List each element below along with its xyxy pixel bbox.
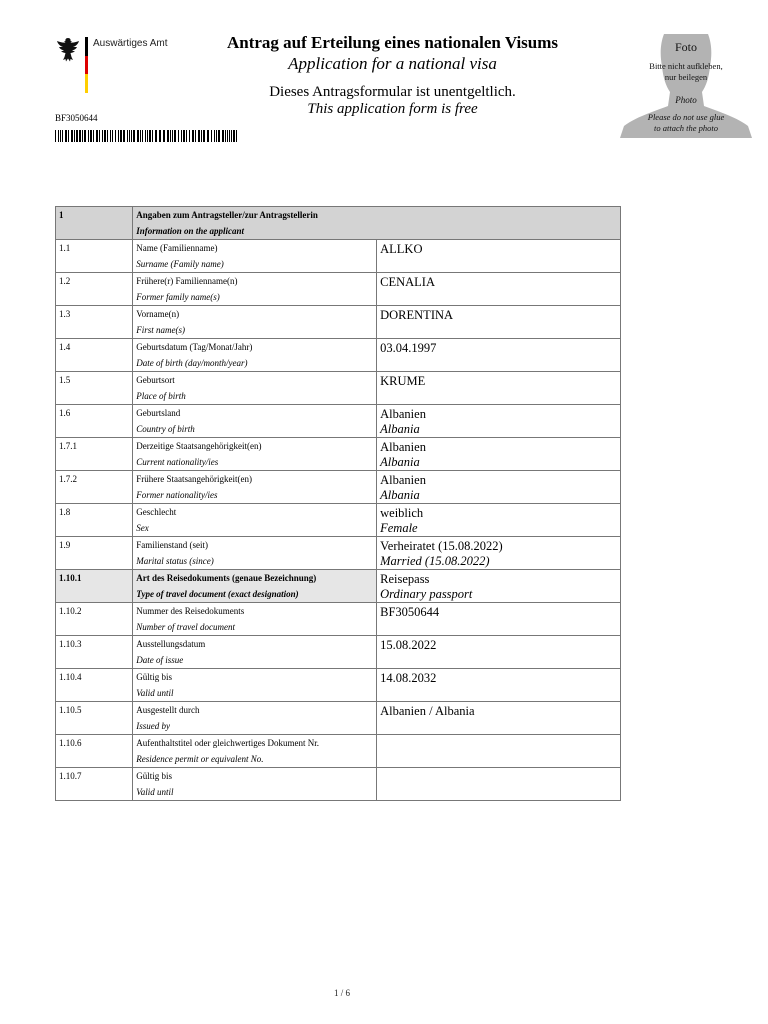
section-title-en: Information on the applicant: [136, 226, 245, 236]
field-label-de: Aufenthaltstitel oder gleichwertiges Dokument Nr.: [136, 738, 319, 748]
barcode-bar: [147, 130, 148, 142]
field-value-de: KRUME: [380, 374, 426, 388]
flag-stripe-black: [85, 37, 88, 56]
barcode-bar: [115, 130, 116, 142]
field-number: 1.2: [56, 273, 133, 306]
federal-eagle-icon: [55, 36, 81, 64]
field-value-de: Albanien: [380, 407, 426, 421]
form-row: [56, 636, 621, 669]
field-number: 1.9: [56, 537, 133, 570]
field-value[interactable]: [377, 735, 621, 768]
barcode-bar: [229, 130, 230, 142]
field-value[interactable]: [377, 702, 621, 735]
field-value-de: 03.04.1997: [380, 341, 437, 355]
field-label: [133, 405, 377, 438]
barcode-bar: [195, 130, 196, 142]
photo-note-de-line-2: nur beilegen: [664, 72, 708, 82]
form-row: [56, 339, 621, 372]
field-label-de: Gültig bis: [136, 771, 173, 781]
field-label: [133, 735, 377, 768]
barcode-bar: [231, 130, 232, 142]
barcode-bar: [159, 130, 161, 142]
form-row: [56, 240, 621, 273]
photo-note-de: [620, 61, 752, 83]
field-value[interactable]: [377, 405, 621, 438]
barcode-bar: [129, 130, 130, 142]
barcode-bar: [181, 130, 182, 142]
field-value[interactable]: [377, 306, 621, 339]
barcode-bar: [227, 130, 228, 142]
field-label-de: Geburtsort: [136, 375, 175, 385]
photo-label-en: Photo: [675, 95, 697, 105]
photo-note-de-line-1: Bitte nicht aufkleben,: [649, 61, 723, 71]
field-label-de: Vorname(n): [136, 309, 180, 319]
field-label-en: Date of issue: [136, 655, 184, 665]
field-value-en: Ordinary passport: [380, 587, 473, 601]
barcode-bar: [236, 130, 237, 142]
field-label-de: Nummer des Reisedokuments: [136, 606, 245, 616]
barcode-bar: [68, 130, 69, 142]
field-label: [133, 306, 377, 339]
barcode-bar: [186, 130, 187, 142]
field-label-en: Residence permit or equivalent No.: [136, 754, 264, 764]
field-label-en: Former family name(s): [136, 292, 220, 302]
barcode-bar: [102, 130, 103, 142]
field-label: [133, 570, 377, 603]
field-label: [133, 339, 377, 372]
field-number: 1.10.7: [56, 768, 133, 801]
barcode-bar: [62, 130, 63, 142]
field-label: [133, 471, 377, 504]
barcode-bar: [131, 130, 132, 142]
page-number: 1 / 6: [333, 988, 350, 998]
field-label-de: Frühere(r) Familienname(n): [136, 276, 238, 286]
barcode-bar: [145, 130, 146, 142]
barcode-bar: [58, 130, 59, 142]
barcode-bar: [218, 130, 220, 142]
photo-note-en: [620, 112, 752, 134]
field-value-de: DORENTINA: [380, 308, 454, 322]
barcode-bar: [96, 130, 98, 142]
flag-stripe-gold: [85, 74, 88, 93]
field-number: 1.10.5: [56, 702, 133, 735]
field-number: 1.6: [56, 405, 133, 438]
field-value[interactable]: [377, 669, 621, 702]
barcode-bar: [155, 130, 157, 142]
field-label: [133, 240, 377, 273]
field-value-de: 15.08.2022: [380, 638, 437, 652]
field-number: 1.10.1: [56, 570, 133, 603]
field-label-de: Geburtsland: [136, 408, 181, 418]
field-label: [133, 768, 377, 801]
field-number: 1.1: [56, 240, 133, 273]
barcode-bar: [127, 130, 128, 142]
form-title-de: Antrag auf Erteilung eines nationalen Visums: [226, 33, 559, 52]
field-label: [133, 603, 377, 636]
photo-label-de: Foto: [674, 40, 697, 54]
field-label-en: Number of travel document: [136, 622, 236, 632]
form-title-en: Application for a national visa: [288, 54, 497, 73]
field-value[interactable]: [377, 471, 621, 504]
ministry-logo: [55, 36, 175, 96]
field-number: 1.10.3: [56, 636, 133, 669]
barcode-bar: [137, 130, 139, 142]
barcode-bar: [170, 130, 171, 142]
field-label: [133, 273, 377, 306]
field-label-en: Type of travel document (exact designation): [136, 589, 299, 599]
barcode-bar: [172, 130, 173, 142]
field-label-en: Current nationality/ies: [136, 457, 219, 467]
field-number: 1.10.4: [56, 669, 133, 702]
form-row: [56, 438, 621, 471]
section-number: 1: [56, 207, 133, 240]
field-label-en: Valid until: [136, 688, 174, 698]
barcode-bar: [93, 130, 94, 142]
barcode-bar: [84, 130, 86, 142]
barcode-bar: [174, 130, 176, 142]
field-number: 1.7.2: [56, 471, 133, 504]
ministry-name: Auswärtiges Amt: [93, 38, 168, 49]
barcode-bar: [142, 130, 143, 142]
field-value-de: 14.08.2032: [380, 671, 437, 685]
field-label-de: Derzeitige Staatsangehörigkeit(en): [136, 441, 262, 451]
field-label: [133, 504, 377, 537]
barcode-bar: [133, 130, 135, 142]
field-label-en: Date of birth (day/month/year): [136, 358, 248, 368]
field-label-en: First name(s): [136, 325, 186, 335]
photo-note-en-line-1: Please do not use glue: [647, 112, 725, 122]
field-value[interactable]: [377, 768, 621, 801]
field-label: [133, 372, 377, 405]
barcode-bar: [222, 130, 224, 142]
field-value-de: Albanien: [380, 473, 426, 487]
field-number: 1.4: [56, 339, 133, 372]
field-label-en: Former nationality/ies: [136, 490, 218, 500]
barcode-bar: [90, 130, 92, 142]
field-value[interactable]: [377, 504, 621, 537]
field-label-de: Ausgestellt durch: [136, 705, 200, 715]
field-label-de: Ausstellungsdatum: [136, 639, 206, 649]
flag-stripe-red: [85, 56, 88, 75]
field-label: [133, 636, 377, 669]
barcode-bar: [216, 130, 217, 142]
barcode-bar: [149, 130, 151, 142]
form-row: [56, 669, 621, 702]
field-value[interactable]: [377, 438, 621, 471]
free-notice-en: This application form is free: [307, 101, 478, 117]
field-value[interactable]: [377, 603, 621, 636]
field-label: [133, 438, 377, 471]
barcode-bar: [189, 130, 190, 142]
form-row: [56, 306, 621, 339]
barcode-bar: [233, 130, 235, 142]
field-value-de: weiblich: [380, 506, 424, 520]
section-header: [56, 207, 621, 240]
form-row: [56, 372, 621, 405]
field-value[interactable]: [377, 570, 621, 603]
field-number: 1.7.1: [56, 438, 133, 471]
field-number: 1.10.6: [56, 735, 133, 768]
barcode-bar: [118, 130, 119, 142]
field-value-en: Albania: [380, 455, 420, 469]
field-label-en: Issued by: [136, 721, 171, 731]
field-value-de: BF3050644: [380, 605, 440, 619]
field-value-de: ALLKO: [380, 242, 423, 256]
barcode-bar: [207, 130, 209, 142]
field-value-de: Albanien: [380, 440, 426, 454]
field-value[interactable]: [377, 339, 621, 372]
barcode-bar: [74, 130, 75, 142]
photo-note-en-line-2: to attach the photo: [654, 123, 718, 133]
field-label-en: Sex: [136, 523, 149, 533]
free-notice-de: Dieses Antragsformular ist unentgeltlich.: [269, 84, 516, 100]
form-row: [56, 405, 621, 438]
form-row: [56, 570, 621, 603]
barcode-bar: [60, 130, 61, 142]
section-title-de: Angaben zum Antragsteller/zur Antragstellerin: [136, 210, 318, 220]
field-label-de: Name (Familienname): [136, 243, 218, 253]
field-value-de: CENALIA: [380, 275, 435, 289]
field-label-de: Gültig bis: [136, 672, 173, 682]
barcode-bar: [71, 130, 73, 142]
field-value-en: Female: [380, 521, 418, 535]
field-value-de: Albanien / Albania: [380, 704, 475, 718]
applicant-info-table: [55, 206, 621, 801]
form-row: [56, 471, 621, 504]
field-label-de: Geburtsdatum (Tag/Monat/Jahr): [136, 342, 253, 352]
barcode-bar: [123, 130, 125, 142]
barcode-bar: [198, 130, 200, 142]
form-row: [56, 702, 621, 735]
field-number: 1.5: [56, 372, 133, 405]
field-label: [133, 537, 377, 570]
barcode-bar: [152, 130, 153, 142]
barcode-bar: [107, 130, 108, 142]
barcode-bar: [110, 130, 111, 142]
photo-placeholder: [620, 34, 752, 138]
barcode-bar: [203, 130, 205, 142]
barcode-number: BF3050644: [55, 113, 98, 123]
barcode-bar: [82, 130, 83, 142]
barcode-bar: [79, 130, 81, 142]
field-label-en: Valid until: [136, 787, 174, 797]
field-value[interactable]: [377, 537, 621, 570]
form-row: [56, 768, 621, 801]
field-label-de: Art des Reisedokuments (genaue Bezeichnung): [136, 573, 317, 583]
barcode-bar: [192, 130, 194, 142]
barcode-bar: [163, 130, 165, 142]
flag-bar: [85, 37, 88, 93]
field-value-de: Reisepass: [380, 572, 430, 586]
form-row: [56, 735, 621, 768]
field-value[interactable]: [377, 240, 621, 273]
section-title: [133, 207, 621, 240]
field-label-de: Familienstand (seit): [136, 540, 209, 550]
field-label-en: Surname (Family name): [136, 259, 224, 269]
barcode-bar: [167, 130, 169, 142]
field-number: 1.10.2: [56, 603, 133, 636]
barcode-bar: [112, 130, 113, 142]
field-value-en: Albania: [380, 422, 420, 436]
field-value-en: Albania: [380, 488, 420, 502]
field-value-de: Verheiratet (15.08.2022): [380, 539, 503, 553]
barcode-bar: [140, 130, 141, 142]
field-number: 1.8: [56, 504, 133, 537]
barcode-bar: [55, 130, 56, 142]
barcode-bar: [104, 130, 106, 142]
barcode-bar: [201, 130, 202, 142]
barcode-bar: [183, 130, 185, 142]
barcode-bar: [211, 130, 212, 142]
field-label: [133, 669, 377, 702]
barcode-bar: [120, 130, 122, 142]
field-value-en: Married (15.08.2022): [380, 554, 490, 568]
form-row: [56, 273, 621, 306]
barcode-bar: [88, 130, 89, 142]
form-row: [56, 603, 621, 636]
barcode-bar: [225, 130, 226, 142]
barcode-bar: [99, 130, 100, 142]
barcode-bar: [214, 130, 215, 142]
field-label-en: Country of birth: [136, 424, 195, 434]
field-value[interactable]: [377, 636, 621, 669]
field-label: [133, 702, 377, 735]
field-label-en: Place of birth: [136, 391, 186, 401]
field-label-en: Marital status (since): [136, 556, 214, 566]
field-label-de: Geschlecht: [136, 507, 177, 517]
field-value[interactable]: [377, 273, 621, 306]
field-number: 1.3: [56, 306, 133, 339]
barcode-bar: [76, 130, 78, 142]
field-label-de: Frühere Staatsangehörigkeit(en): [136, 474, 252, 484]
barcode-bar: [65, 130, 67, 142]
barcode-bar: [178, 130, 179, 142]
barcode: [55, 130, 240, 142]
field-value[interactable]: [377, 372, 621, 405]
form-row: [56, 504, 621, 537]
form-row: [56, 537, 621, 570]
